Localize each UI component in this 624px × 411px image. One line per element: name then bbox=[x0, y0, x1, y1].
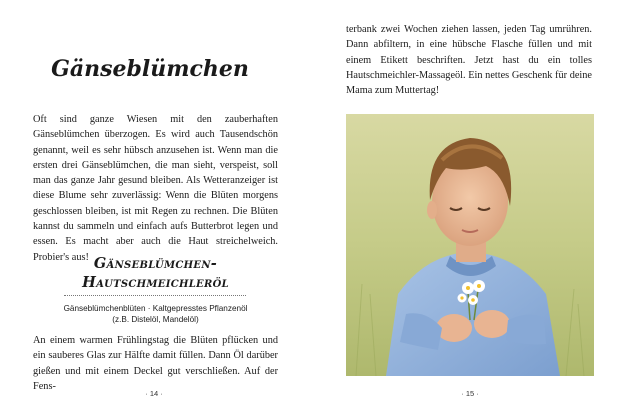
page-number-left: · 14 · bbox=[145, 389, 163, 398]
dotted-divider bbox=[64, 295, 246, 296]
intro-paragraph: Oft sind ganze Wiesen mit den zauberhaften Gänseblümchen überzogen. Es wird auch Tausendschön genannt, weil es sehr hübsch anzusehen ist. Wenn man die ersten drei Gänseblümchen, die man sieht, verspeist, soll man das ganze Jahr gesund bleiben. Als Wetteranzeiger ist diese Blume sehr zuverlässig: Wenn die Blüten morgens geschlossen bleiben, ist mit Regen zu rechnen. Die Blüten kannst du sammeln und einfach aufs Butterbrot legen und essen. Es macht aber auch die Haut streichelweich. Probier's aus! bbox=[33, 114, 278, 263]
ingredients-line2: (z.B. Distelöl, Mandelöl) bbox=[112, 315, 199, 324]
photo-illustration bbox=[346, 114, 594, 376]
recipe-title-line2: Hautschmeichleröl bbox=[82, 274, 229, 291]
right-page bbox=[312, 0, 624, 411]
ingredients-line1: Gänseblümchenblüten · Kaltgepresstes Pflanzenöl bbox=[63, 304, 248, 313]
steps-paragraph: An einem warmen Frühlingstag die Blüten pflücken und ein sauberes Glas zur Hälfte damit füllen. Dann Öl darüber gießen und mit einem Deckel gut verschließen. Auf der Fens- bbox=[33, 335, 278, 392]
recipe-title bbox=[33, 254, 278, 292]
continuation-paragraph: terbank zwei Wochen ziehen lassen, jeden Tag umrühren. Dann abfiltern, in eine hübsche Flasche füllen und mit einem Etikett beschriften. Jetzt hast du ein tolles Hautschmeichler-Massageöl. Ein nettes Geschenk für deine Mama zum Muttertag! bbox=[346, 24, 592, 97]
recipe-title-line1: Gänseblümchen- bbox=[93, 255, 218, 272]
page-title: Gänseblümchen bbox=[51, 56, 249, 82]
ingredients-list bbox=[33, 303, 278, 325]
photo-boy-with-daisies bbox=[346, 114, 594, 376]
page-number-right: · 15 · bbox=[461, 389, 479, 398]
